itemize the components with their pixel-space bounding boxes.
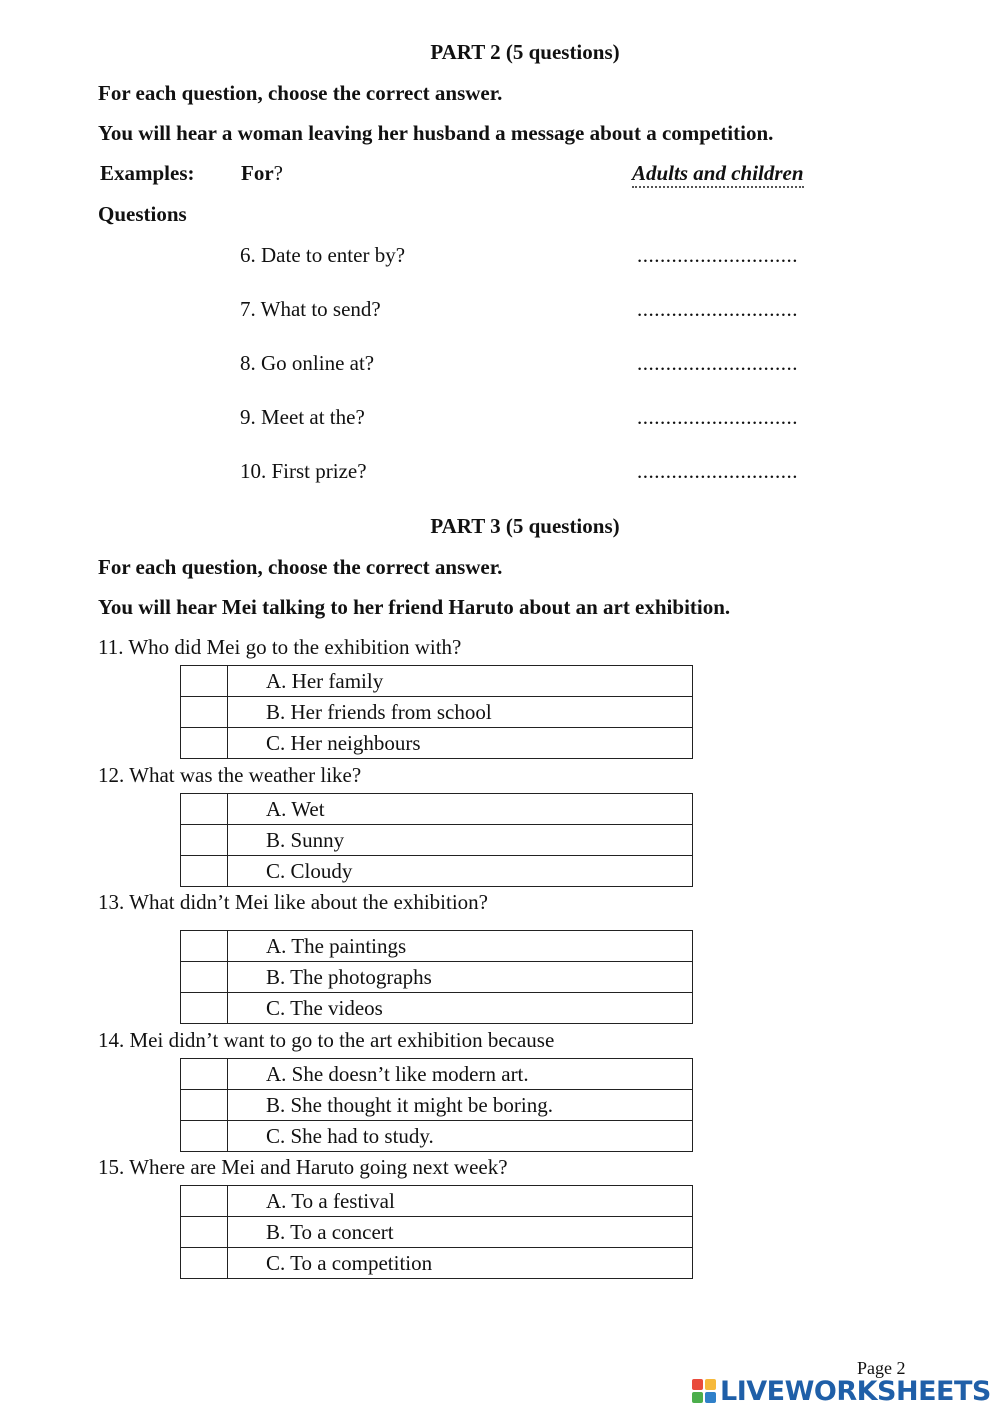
answer-box[interactable] — [181, 1186, 228, 1217]
option-row — [181, 666, 693, 697]
liveworksheets-logo — [692, 1376, 991, 1406]
part2-title: PART 2 (5 questions) — [430, 40, 620, 64]
question-15-options — [180, 1185, 693, 1279]
question-8-answer-blank[interactable]: ............................ — [637, 351, 798, 375]
option-label[interactable]: A. Her family — [228, 666, 693, 697]
questions-label: Questions — [98, 202, 187, 226]
answer-box[interactable] — [181, 1059, 228, 1090]
answer-box[interactable] — [181, 993, 228, 1024]
logo-text: LIVEWORKSHEETS — [720, 1375, 991, 1407]
question-10-answer-blank[interactable]: ............................ — [637, 459, 798, 483]
option-label[interactable]: B. The photographs — [228, 962, 693, 993]
page-number: Page 2 — [857, 1358, 906, 1378]
liveworksheets-grid-icon — [692, 1379, 716, 1403]
option-row — [181, 1090, 693, 1121]
answer-box[interactable] — [181, 1217, 228, 1248]
option-row — [181, 856, 693, 887]
part2-context: You will hear a woman leaving her husband a message about a competition. — [98, 121, 774, 145]
option-row — [181, 1248, 693, 1279]
example-question-mark: ? — [273, 161, 283, 185]
option-label[interactable]: B. She thought it might be boring. — [228, 1090, 693, 1121]
answer-box[interactable] — [181, 728, 228, 759]
option-row — [181, 1121, 693, 1152]
option-label[interactable]: C. To a competition — [228, 1248, 693, 1279]
examples-label: Examples: — [100, 161, 195, 185]
question-14-options — [180, 1058, 693, 1152]
option-row — [181, 794, 693, 825]
part3-context: You will hear Mei talking to her friend Haruto about an art exhibition. — [98, 595, 731, 619]
answer-box[interactable] — [181, 1248, 228, 1279]
answer-box[interactable] — [181, 931, 228, 962]
question-14-text: 14. Mei didn’t want to go to the art exhibition because — [98, 1028, 555, 1052]
example-answer — [632, 161, 804, 186]
question-7-text: 7. What to send? — [240, 297, 381, 321]
example-answer-text: Adults and children — [632, 161, 804, 188]
question-12-options — [180, 793, 693, 887]
option-label[interactable]: B. Sunny — [228, 825, 693, 856]
answer-box[interactable] — [181, 794, 228, 825]
option-row — [181, 1059, 693, 1090]
question-8-text: 8. Go online at? — [240, 351, 375, 375]
question-10-text: 10. First prize? — [240, 459, 367, 483]
option-label[interactable]: A. To a festival — [228, 1186, 693, 1217]
part3-title: PART 3 (5 questions) — [430, 514, 620, 538]
answer-box[interactable] — [181, 1121, 228, 1152]
question-6-answer-blank[interactable]: ............................ — [637, 243, 798, 267]
question-6-text: 6. Date to enter by? — [240, 243, 406, 267]
part3-instruction: For each question, choose the correct answer. — [98, 555, 503, 579]
option-row — [181, 825, 693, 856]
option-label[interactable]: A. She doesn’t like modern art. — [228, 1059, 693, 1090]
answer-box[interactable] — [181, 697, 228, 728]
option-row — [181, 962, 693, 993]
answer-box[interactable] — [181, 1090, 228, 1121]
question-12-text: 12. What was the weather like? — [98, 763, 362, 787]
answer-box[interactable] — [181, 856, 228, 887]
question-7-answer-blank[interactable]: ............................ — [637, 297, 798, 321]
answer-box[interactable] — [181, 825, 228, 856]
question-11-options — [180, 665, 693, 759]
option-row — [181, 1217, 693, 1248]
question-9-text: 9. Meet at the? — [240, 405, 365, 429]
example-question-keyword: For — [241, 161, 274, 185]
option-label[interactable]: A. Wet — [228, 794, 693, 825]
option-label[interactable]: C. Her neighbours — [228, 728, 693, 759]
answer-box[interactable] — [181, 666, 228, 697]
question-15-text: 15. Where are Mei and Haruto going next week? — [98, 1155, 508, 1179]
option-label[interactable]: C. Cloudy — [228, 856, 693, 887]
option-label[interactable]: C. She had to study. — [228, 1121, 693, 1152]
option-label[interactable]: B. Her friends from school — [228, 697, 693, 728]
option-row — [181, 1186, 693, 1217]
option-row — [181, 728, 693, 759]
question-13-options — [180, 930, 693, 1024]
answer-box[interactable] — [181, 962, 228, 993]
option-label[interactable]: A. The paintings — [228, 931, 693, 962]
option-label[interactable]: C. The videos — [228, 993, 693, 1024]
option-row — [181, 993, 693, 1024]
part2-instruction: For each question, choose the correct answer. — [98, 81, 503, 105]
question-9-answer-blank[interactable]: ............................ — [637, 405, 798, 429]
question-11-text: 11. Who did Mei go to the exhibition with? — [98, 635, 462, 659]
option-label[interactable]: B. To a concert — [228, 1217, 693, 1248]
option-row — [181, 697, 693, 728]
question-13-text: 13. What didn’t Mei like about the exhibition? — [98, 890, 488, 914]
example-question — [241, 161, 283, 186]
option-row — [181, 931, 693, 962]
